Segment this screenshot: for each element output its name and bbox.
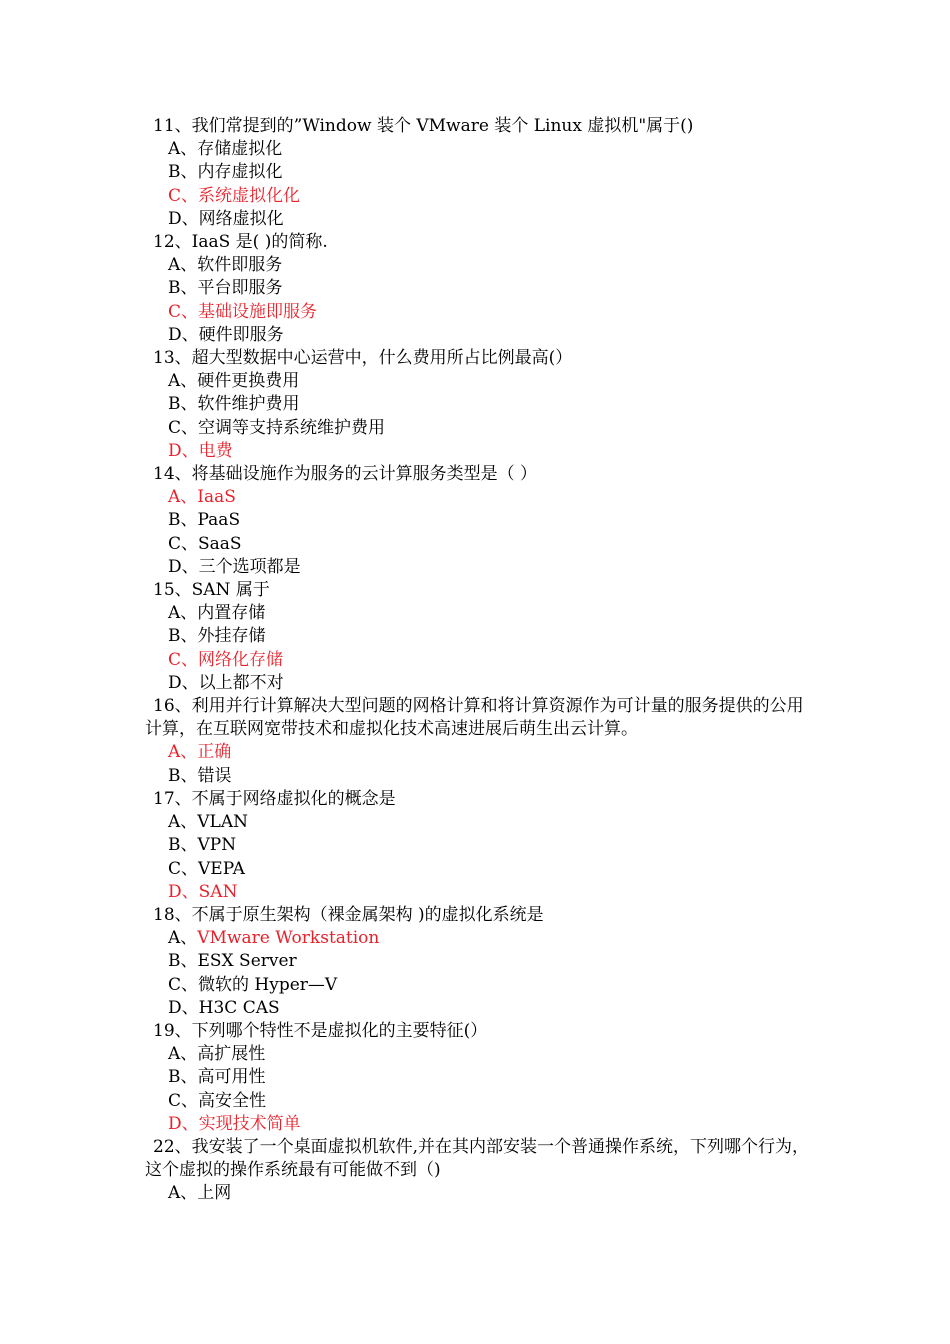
option-letter: A、 [168,255,198,276]
question-block [145,1136,810,1206]
option-text: 空调等支持系统维护费用 [198,417,386,438]
option-letter: C、 [168,417,199,438]
question-block [145,463,810,579]
option-letter: A、 [168,928,198,949]
option-letter: A、 [168,487,198,508]
answer-option [145,277,810,300]
option-text: 上网 [197,1183,232,1204]
option-letter: C、 [168,185,199,206]
option-letter: C、 [168,858,199,879]
option-text: 外挂存储 [197,626,266,647]
option-text: VPN [197,835,237,856]
answer-option [145,161,810,184]
option-letter: C、 [168,533,199,554]
option-text: IaaS [197,487,236,508]
option-letter: B、 [168,162,198,183]
option-letter: A、 [168,1044,198,1065]
question-block [145,347,810,463]
question-text: 22、我安装了一个桌面虚拟机软件,并在其内部安装一个普通操作系统，下列哪个行为，这个虚拟的操作系统最有可能做不到（) [145,1136,810,1181]
answer-option [145,950,810,973]
answer-option [145,417,810,440]
option-text: 内存虚拟化 [197,162,283,183]
answer-option [145,556,810,579]
option-text: 高扩展性 [197,1044,266,1065]
option-text: 错误 [197,765,232,786]
option-text: 正确 [197,742,232,763]
option-letter: B、 [168,510,198,531]
answer-option [145,393,810,416]
option-letter: D、 [168,324,199,345]
question-block [145,115,810,231]
answer-option-correct [145,927,810,950]
answer-option [145,324,810,347]
option-text: 存储虚拟化 [197,139,283,160]
option-text: 三个选项都是 [198,556,301,577]
option-letter: B、 [168,394,198,415]
answer-option [145,509,810,532]
option-letter: A、 [168,1183,198,1204]
option-text: H3C CAS [198,997,280,1018]
question-text: 16、利用并行计算解决大型问题的网格计算和将计算资源作为可计量的服务提供的公用计算，在互联网宽带技术和虚拟化技术高速进展后萌生出云计算。 [145,696,804,740]
option-letter: B、 [168,626,198,647]
option-text: 硬件更换费用 [197,371,300,392]
answer-option [145,1043,810,1066]
question-text: 13、超大型数据中心运营中，什么费用所占比例最高(） [153,348,573,369]
option-text: 微软的 Hyper—V [198,974,338,995]
option-letter: B、 [168,765,198,786]
option-text: 高安全性 [198,1090,267,1111]
answer-option [145,997,810,1020]
answer-option-correct [145,741,810,764]
option-text: 软件维护费用 [197,394,300,415]
option-text: VEPA [198,858,245,879]
answer-option [145,254,810,277]
answer-option [145,208,810,231]
option-letter: A、 [168,812,198,833]
option-letter: C、 [168,649,199,670]
option-text: 高可用性 [197,1067,266,1088]
option-text: 内置存储 [197,603,266,624]
option-letter: D、 [168,997,199,1018]
option-text: 系统虚拟化化 [198,185,301,206]
option-text: 网络化存储 [198,649,284,670]
question-list [145,115,810,1206]
answer-option-correct [145,185,810,208]
answer-option-correct [145,649,810,672]
answer-option [145,602,810,625]
option-letter: B、 [168,951,198,972]
option-letter: C、 [168,1090,199,1111]
answer-option [145,974,810,997]
question-text: 14、将基础设施作为服务的云计算服务类型是（ ） [153,464,538,485]
question-block [145,695,810,788]
option-text: 实现技术简单 [198,1113,301,1134]
answer-option-correct [145,1113,810,1136]
option-text: 电费 [198,440,233,461]
option-letter: A、 [168,371,198,392]
answer-option-correct [145,301,810,324]
option-letter: D、 [168,672,199,693]
question-block [145,1020,810,1136]
option-text: 以上都不对 [198,672,284,693]
option-text: 平台即服务 [197,278,283,299]
answer-option [145,811,810,834]
option-text: 网络虚拟化 [198,208,284,229]
answer-option [145,1066,810,1089]
option-text: 基础设施即服务 [198,301,318,322]
option-text: SAN [198,881,238,902]
option-text: ESX Server [197,951,297,972]
question-text: 19、下列哪个特性不是虚拟化的主要特征(） [153,1020,488,1041]
question-block [145,579,810,695]
option-text: VMware Workstation [197,928,380,949]
answer-option [145,834,810,857]
option-text: VLAN [197,812,248,833]
option-letter: D、 [168,881,199,902]
option-letter: C、 [168,301,199,322]
option-letter: B、 [168,835,198,856]
option-letter: D、 [168,208,199,229]
question-block [145,788,810,904]
option-text: 软件即服务 [197,255,283,276]
option-letter: A、 [168,603,198,624]
option-letter: D、 [168,1113,199,1134]
option-letter: D、 [168,440,199,461]
question-block [145,904,810,1020]
option-letter: A、 [168,139,198,160]
answer-option [145,625,810,648]
answer-option-correct [145,440,810,463]
answer-option [145,1182,810,1205]
option-letter: B、 [168,278,198,299]
option-letter: C、 [168,974,199,995]
option-letter: B、 [168,1067,198,1088]
option-text: 硬件即服务 [198,324,284,345]
answer-option [145,370,810,393]
question-text: 18、不属于原生架构（裸金属架构 )的虚拟化系统是 [153,904,544,925]
answer-option-correct [145,881,810,904]
question-text: 17、不属于网络虚拟化的概念是 [153,788,396,809]
answer-option [145,1090,810,1113]
option-letter: A、 [168,742,198,763]
question-text: 12、IaaS 是( )的简称. [153,232,328,253]
question-text: 15、SAN 属于 [153,580,270,601]
option-text: SaaS [198,533,242,554]
answer-option-correct [145,486,810,509]
answer-option [145,138,810,161]
option-text: PaaS [197,510,241,531]
answer-option [145,533,810,556]
answer-option [145,858,810,881]
question-block [145,231,810,347]
answer-option [145,765,810,788]
question-text: 11、我们常提到的”Window 装个 VMware 装个 Linux 虚拟机"属于() [153,116,694,136]
option-letter: D、 [168,556,199,577]
answer-option [145,672,810,695]
